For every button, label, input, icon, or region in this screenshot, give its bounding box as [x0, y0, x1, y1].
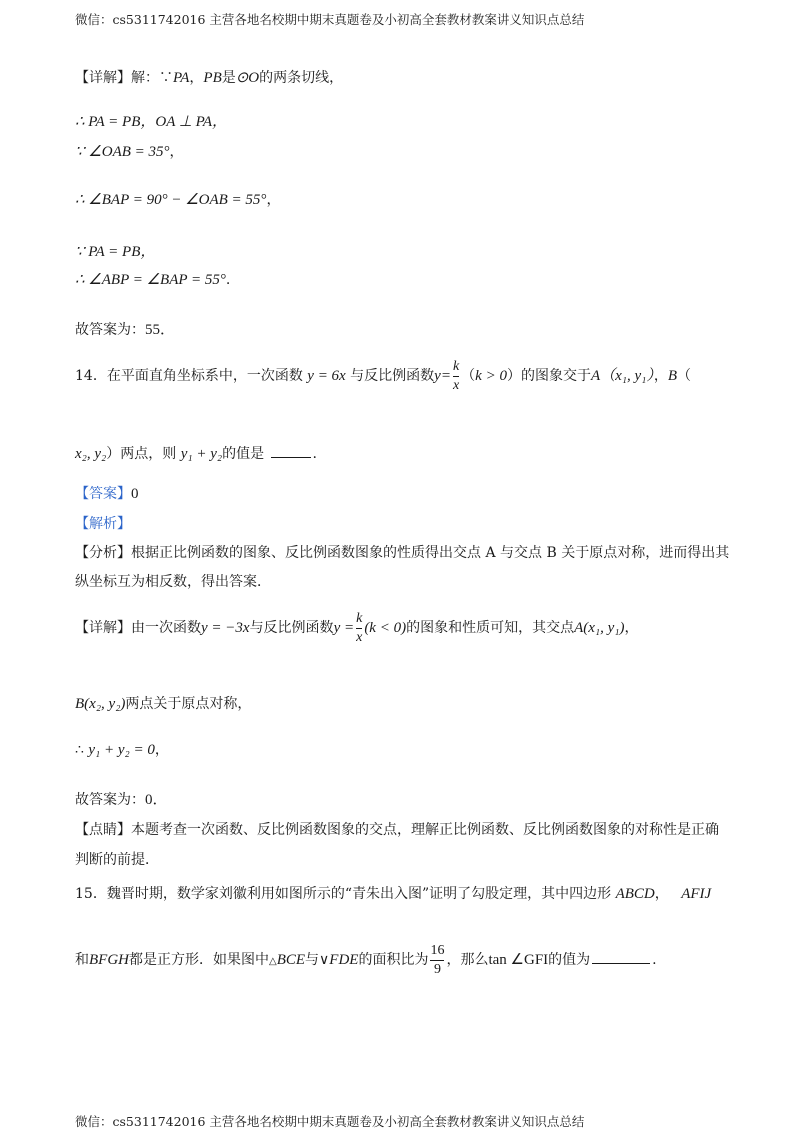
q14-answer: 【答案】0 [75, 486, 139, 502]
fraction-k-over-x: $\frac{k}{x}$ [356, 610, 363, 645]
page-header: 微信：cs5311742016 主营各地名校期中期末真题卷及小初高全套教材教案讲义知识点总结 [75, 12, 585, 27]
q14-dianjing-line-2: 判断的前提． [75, 852, 159, 868]
triangle-symbol: △ [269, 956, 277, 967]
q14-question-line-2: x₂, y₂）两点，则 y₁ + y₂的值是 . [75, 446, 317, 462]
analysis-label: 【解析】 [75, 516, 131, 532]
fraction-k-over-x: $\frac{k}{x}$ [452, 358, 460, 393]
fenxi-label: 【分析】 [75, 545, 131, 561]
circle-symbol: ⊙O [235, 70, 260, 86]
q14-analysis-line-2: 纵坐标互为相反数，得出答案． [75, 574, 271, 590]
dianjing-label: 【点睛】 [75, 822, 131, 838]
triangle-symbol-2: ∨ [319, 952, 330, 968]
q13-detail-line-5: ∵ PA = PB， [75, 244, 156, 260]
answer-blank [271, 457, 311, 458]
q14-detail-line-3: ∴ y₁ + y₂ = 0， [75, 742, 169, 758]
q14-question-line-1: 14．在平面直角坐标系中，一次函数 y = 6x 与反比例函数y= $\frac{k}{x}$ （k > 0）的图象交于A（x₁, y₁），B（ [75, 358, 692, 393]
q14-analysis-line-1: 【分析】根据正比例函数的图象、反比例函数图象的性质得出交点 A 与交点 B 关于原点对称，进而得出其 [75, 545, 730, 561]
fraction-16-over-9: $\frac{16}{9}$ [430, 942, 445, 977]
answer-blank [592, 963, 650, 964]
detail-label: 【详解】 [75, 70, 131, 86]
q13-detail-line-6: ∴ ∠ABP = ∠BAP = 55°. [75, 272, 231, 288]
q14-detail-line-1: 【详解】由一次函数y = −3x与反比例函数y = $\frac{k}{x}$ (k < 0)的图象和性质可知，其交点A(x₁, y₁)， [75, 610, 639, 645]
answer-label: 【答案】 [75, 486, 131, 502]
q13-detail-line-4: ∴ ∠BAP = 90° − ∠OAB = 55°， [75, 192, 281, 208]
q13-detail-line-3: ∵ ∠OAB = 35°， [75, 144, 184, 160]
page-footer: 微信：cs5311742016 主营各地名校期中期末真题卷及小初高全套教材教案讲义知识点总结 [75, 1114, 585, 1129]
q13-detail-line-2: ∴ PA = PB，OA ⊥ PA， [75, 114, 228, 130]
q14-detail-line-2: B(x₂, y₂)两点关于原点对称， [75, 696, 252, 712]
q14-dianjing-line-1: 【点睛】本题考查一次函数、反比例函数图象的交点，理解正比例函数、反比例函数图象的对称性是正确 [75, 822, 719, 838]
q13-detail-line-1: 【详解】解：∵PA，PB是⊙O的两条切线， [75, 70, 344, 86]
q15-question-line-2: 和BFGH都是正方形．如果图中△BCE与∨FDE的面积比为 $\frac{16}{9}$ ，那么tan ∠GFI的值为 . [75, 942, 657, 977]
q15-question-line-1: 15．魏晋时期，数学家刘徽利用如图所示的“青朱出入图”证明了勾股定理，其中四边形 ABCD， AFIJ [75, 886, 712, 902]
q13-answer: 故答案为：55． [75, 322, 176, 338]
detail-label: 【详解】 [75, 620, 131, 636]
q14-answer-final: 故答案为：0． [75, 792, 168, 808]
